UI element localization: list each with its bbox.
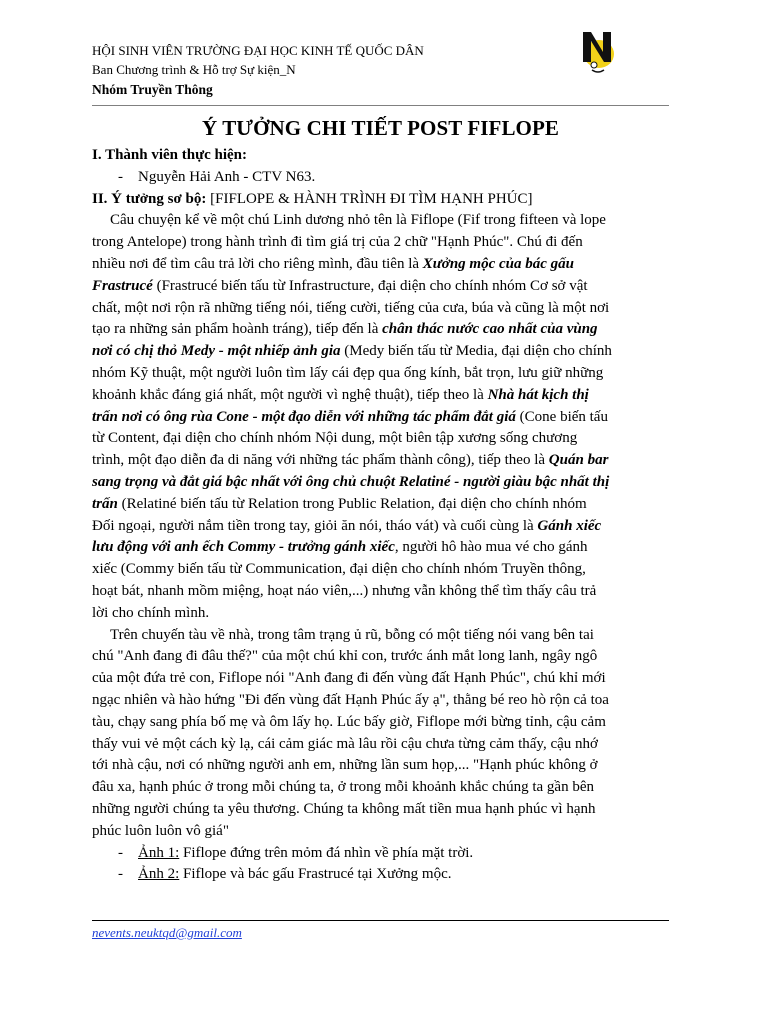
text-line: khoảnh khắc đáng giá nhất, một người vì nghệ thuật), tiếp theo là xyxy=(92,386,488,403)
emphasis-text: nơi có chị thỏ Medy - một nhiếp ảnh gia xyxy=(92,343,341,360)
section-idea-heading xyxy=(92,189,676,211)
story-paragraph-2 xyxy=(92,625,676,843)
text-line: chú "Anh đang đi đâu thế?" của một chú khỉ con, trước ánh mắt long lanh, ngây ngô xyxy=(92,648,598,665)
emphasis-text: trấn xyxy=(92,495,118,512)
emphasis-text: lưu động với anh ếch Commy - trưởng gánh xiếc xyxy=(92,539,395,556)
text-line: lời cho chính mình. xyxy=(92,604,210,621)
text-line: hoạt bát, nhanh mồm miệng, hoạt náo viên,...) nhưng vẫn không thể tìm thấy câu trả xyxy=(92,582,597,599)
bullet-dash: - xyxy=(118,866,123,883)
organization-name: HỘI SINH VIÊN TRƯỜNG ĐẠI HỌC KINH TẾ QUỐC DÂN xyxy=(92,43,424,58)
bullet-dash: - xyxy=(118,168,123,185)
text-line: tạo ra những sản phẩm hoành tráng), tiếp đến là xyxy=(92,321,383,338)
footer-divider xyxy=(92,920,669,921)
image-label: Ảnh 1: xyxy=(138,844,180,861)
emphasis-text: sang trọng và đắt giá bậc nhất với ông chủ chuột Relatiné - người giàu bậc nhất thị xyxy=(92,473,610,490)
text-line: xiếc (Commy biến tấu từ Communication, đại diện cho chính nhóm Truyền thông, xyxy=(92,561,586,578)
document-body xyxy=(92,145,676,886)
story-paragraph-1 xyxy=(92,210,676,624)
text-line: (Frastrucé biến tấu từ Infrastructure, đại diện cho chính nhóm Cơ sở vật xyxy=(152,277,588,294)
section-idea-label: II. Ý tưởng sơ bộ: xyxy=(92,190,207,207)
letterhead xyxy=(92,41,572,100)
department-name: Ban Chương trình & Hỗ trợ Sự kiện_N xyxy=(92,62,296,77)
image-label: Ảnh 2: xyxy=(138,866,180,883)
emphasis-text: Frastrucé xyxy=(92,277,153,294)
text-line: nhóm Kỹ thuật, một người luôn tìm lấy cái đẹp qua ống kính, bắt trọn, lưu giữ những xyxy=(92,364,604,381)
header-divider xyxy=(92,105,669,106)
emphasis-text: Quán bar xyxy=(548,452,609,469)
text-line: ngạc nhiên và hào hứng "Đi đến vùng đất Hạnh Phúc ấy ạ", thằng bé reo hò rộn cả toa xyxy=(92,691,609,708)
emphasis-text: trấn nơi có ông rùa Cone - một đạo diễn với những tác phẩm đắt giá xyxy=(92,408,516,425)
text-line: tàu, chạy sang phía bố mẹ và ôm lấy họ. Lúc bấy giờ, Fiflope mới bừng tỉnh, cậu cảm xyxy=(92,713,606,730)
bullet-dash: - xyxy=(118,844,123,861)
emphasis-text: Nhà hát kịch thị xyxy=(487,386,589,403)
member-name: Nguyễn Hải Anh - CTV N63. xyxy=(138,168,316,185)
logo-dot xyxy=(591,62,597,68)
image-description: Fiflope và bác gấu Frastrucé tại Xưởng mộc. xyxy=(179,866,452,883)
emphasis-text: Gánh xiếc xyxy=(537,517,602,534)
emphasis-text: Xưởng mộc của bác gấu xyxy=(422,255,574,272)
n-events-logo-icon xyxy=(578,24,618,76)
text-line: những người chúng ta yêu thương. Chúng ta không mất tiền mua hạnh phúc vì hạnh xyxy=(92,800,596,817)
text-line: (Relatiné biến tấu từ Relation trong Public Relation, đại diện cho chính nhóm xyxy=(117,495,587,512)
text-line: (Cone biến tấu xyxy=(515,408,608,425)
image-item-1 xyxy=(92,843,676,865)
text-line: nhiều nơi để tìm câu trả lời cho riêng mình, đầu tiên là xyxy=(92,255,423,272)
text-line: Câu chuyện kể về một chú Linh dương nhỏ tên là Fiflope (Fif trong fifteen và lope xyxy=(110,212,606,229)
team-name: Nhóm Truyền Thông xyxy=(92,82,213,97)
document-title: Ý TƯỞNG CHI TIẾT POST FIFLOPE xyxy=(201,116,560,140)
emphasis-text: chân thác nước cao nhất của vùng xyxy=(382,321,598,338)
member-item xyxy=(92,167,676,189)
text-line: trình, một đạo diễn đa di năng với những tác phẩm thành công), tiếp theo là xyxy=(92,452,549,469)
logo-smile xyxy=(592,70,604,72)
text-line: (Medy biến tấu từ Media, đại diện cho chính xyxy=(340,343,612,360)
text-line: tới nhà cậu, nơi có những người anh em, những lần sum họp,... "Hạnh phúc không ở xyxy=(92,757,598,774)
footer-email-link[interactable]: nevents.neuktqd@gmail.com xyxy=(92,925,242,940)
text-line: của một đứa trẻ con, Fiflope nói "Anh đang đi đến vùng đất Hạnh Phúc", chú khỉ mới xyxy=(92,670,606,687)
text-line: thấy vui vẻ một cách kỳ lạ, cái cảm giác mà lâu rồi cậu chưa từng cảm thấy, cậu nhớ xyxy=(92,735,598,752)
text-line: , người hô hào mua vé cho gánh xyxy=(394,539,588,556)
text-line: chất, một nơi rộn rã những tiếng nói, tiếng cười, tiếng của cưa, búa và cũng là một nơi xyxy=(92,299,610,316)
image-item-2 xyxy=(92,864,676,886)
text-line: từ Content, đại diện cho chính nhóm Nội dung, một biên tập xương sống chương xyxy=(92,430,578,447)
image-description: Fiflope đứng trên mỏm đá nhìn về phía mặt trời. xyxy=(179,844,474,861)
section-members-heading: I. Thành viên thực hiện: xyxy=(92,147,248,163)
text-line: đâu xa, hạnh phúc ở trong mỗi chúng ta, ở trong mỗi khoảnh khắc chúng ta gần bên xyxy=(92,779,594,796)
text-line: Trên chuyến tàu về nhà, trong tâm trạng ủ rũ, bỗng có một tiếng nói vang bên tai xyxy=(110,626,594,643)
text-line: Đối ngoại, người nắm tiền trong tay, giỏi ăn nói, tháo vát) và cuối cùng là xyxy=(92,517,538,534)
text-line: phúc luôn luôn vô giá" xyxy=(92,822,229,839)
section-idea-subtitle: [FIFLOPE & HÀNH TRÌNH ĐI TÌM HẠNH PHÚC] xyxy=(206,190,533,207)
text-line: trong Antelope) trong hành trình đi tìm giá trị của 2 chữ "Hạnh Phúc". Chú đi đến xyxy=(92,234,583,251)
